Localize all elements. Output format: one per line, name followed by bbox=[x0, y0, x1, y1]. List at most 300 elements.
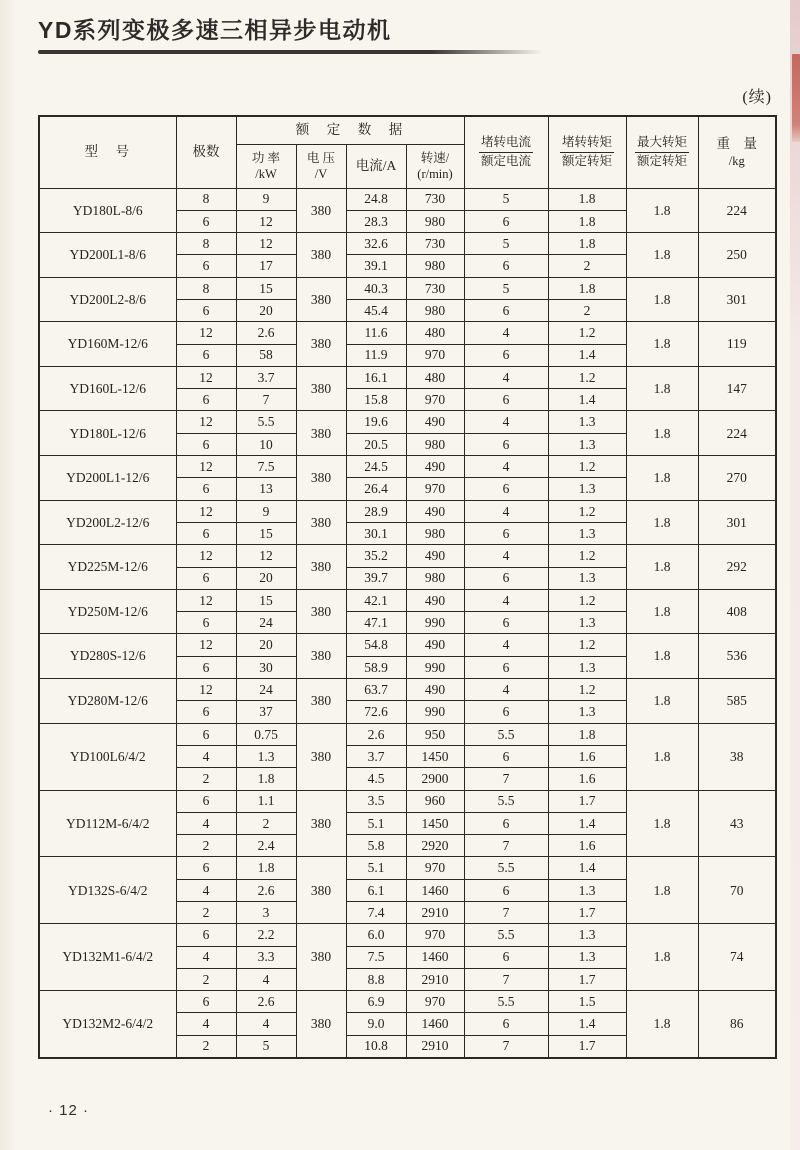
cell-power: 7 bbox=[236, 389, 296, 411]
cell-speed: 980 bbox=[406, 522, 464, 544]
cell-locked-current-ratio: 6 bbox=[464, 946, 548, 968]
cell-locked-torque-ratio: 1.6 bbox=[548, 768, 626, 790]
cell-current: 3.5 bbox=[346, 790, 406, 812]
table-row bbox=[39, 790, 776, 812]
cell-power: 24 bbox=[236, 679, 296, 701]
cell-current: 2.6 bbox=[346, 723, 406, 745]
cell-current: 58.9 bbox=[346, 656, 406, 678]
cell-voltage: 380 bbox=[296, 233, 346, 278]
cell-weight: 301 bbox=[698, 277, 776, 322]
cell-weight: 585 bbox=[698, 679, 776, 724]
cell-locked-current-ratio: 6 bbox=[464, 389, 548, 411]
cell-max-torque-ratio: 1.8 bbox=[626, 188, 698, 233]
cell-voltage: 380 bbox=[296, 679, 346, 724]
cell-poles: 6 bbox=[176, 991, 236, 1013]
motor-spec-table bbox=[38, 115, 777, 1059]
cell-power: 20 bbox=[236, 567, 296, 589]
cell-voltage: 380 bbox=[296, 188, 346, 233]
cell-power: 2.6 bbox=[236, 879, 296, 901]
cell-locked-torque-ratio: 1.3 bbox=[548, 879, 626, 901]
cell-power: 15 bbox=[236, 589, 296, 611]
cell-voltage: 380 bbox=[296, 500, 346, 545]
cell-poles: 6 bbox=[176, 255, 236, 277]
cell-voltage: 380 bbox=[296, 322, 346, 367]
cell-locked-torque-ratio: 1.8 bbox=[548, 723, 626, 745]
cell-power: 3 bbox=[236, 902, 296, 924]
header-locked-current-ratio: $\frac{\text{堵转电流}}{\text{额定电流}}$ bbox=[464, 116, 548, 188]
cell-locked-current-ratio: 4 bbox=[464, 411, 548, 433]
cell-model: YD200L2-8/6 bbox=[39, 277, 176, 322]
cell-speed: 730 bbox=[406, 188, 464, 210]
cell-poles: 6 bbox=[176, 344, 236, 366]
cell-locked-current-ratio: 7 bbox=[464, 1035, 548, 1057]
cell-locked-current-ratio: 7 bbox=[464, 902, 548, 924]
cell-current: 24.8 bbox=[346, 188, 406, 210]
cell-speed: 490 bbox=[406, 456, 464, 478]
cell-current: 26.4 bbox=[346, 478, 406, 500]
cell-model: YD132M1-6/4/2 bbox=[39, 924, 176, 991]
cell-current: 4.5 bbox=[346, 768, 406, 790]
cell-weight: 270 bbox=[698, 456, 776, 501]
cell-locked-current-ratio: 6 bbox=[464, 433, 548, 455]
cell-voltage: 380 bbox=[296, 456, 346, 501]
cell-poles: 2 bbox=[176, 902, 236, 924]
cell-poles: 6 bbox=[176, 567, 236, 589]
cell-model: YD132S-6/4/2 bbox=[39, 857, 176, 924]
cell-poles: 12 bbox=[176, 545, 236, 567]
table-row bbox=[39, 500, 776, 522]
table-row bbox=[39, 411, 776, 433]
cell-current: 20.5 bbox=[346, 433, 406, 455]
cell-locked-current-ratio: 5.5 bbox=[464, 857, 548, 879]
cell-locked-torque-ratio: 1.2 bbox=[548, 634, 626, 656]
cell-speed: 960 bbox=[406, 790, 464, 812]
header-rated-data: 额 定 数 据 bbox=[236, 116, 464, 144]
cell-current: 7.5 bbox=[346, 946, 406, 968]
continued-note: (续) bbox=[742, 89, 772, 106]
header-model: 型 号 bbox=[39, 116, 176, 188]
cell-locked-torque-ratio: 1.2 bbox=[548, 366, 626, 388]
title-rule bbox=[38, 50, 543, 54]
cell-locked-current-ratio: 6 bbox=[464, 879, 548, 901]
cell-model: YD180L-8/6 bbox=[39, 188, 176, 233]
cell-model: YD100L6/4/2 bbox=[39, 723, 176, 790]
cell-power: 12 bbox=[236, 545, 296, 567]
cell-model: YD180L-12/6 bbox=[39, 411, 176, 456]
cell-voltage: 380 bbox=[296, 634, 346, 679]
cell-current: 9.0 bbox=[346, 1013, 406, 1035]
cell-model: YD280S-12/6 bbox=[39, 634, 176, 679]
cell-current: 72.6 bbox=[346, 701, 406, 723]
cell-current: 39.1 bbox=[346, 255, 406, 277]
cell-speed: 970 bbox=[406, 389, 464, 411]
header-power: 功 率 /kW bbox=[236, 144, 296, 188]
cell-locked-current-ratio: 5 bbox=[464, 188, 548, 210]
cell-poles: 6 bbox=[176, 701, 236, 723]
cell-speed: 490 bbox=[406, 634, 464, 656]
header-weight: 重 量 /kg bbox=[698, 116, 776, 188]
cell-locked-torque-ratio: 1.8 bbox=[548, 210, 626, 232]
cell-speed: 970 bbox=[406, 924, 464, 946]
cell-model: YD132M2-6/4/2 bbox=[39, 991, 176, 1058]
cell-locked-torque-ratio: 1.3 bbox=[548, 656, 626, 678]
cell-locked-current-ratio: 6 bbox=[464, 567, 548, 589]
cell-poles: 2 bbox=[176, 768, 236, 790]
cell-power: 2.6 bbox=[236, 322, 296, 344]
cell-locked-torque-ratio: 1.3 bbox=[548, 522, 626, 544]
cell-current: 6.0 bbox=[346, 924, 406, 946]
cell-model: YD200L1-8/6 bbox=[39, 233, 176, 278]
cell-power: 3.3 bbox=[236, 946, 296, 968]
cell-poles: 6 bbox=[176, 522, 236, 544]
cell-power: 2.4 bbox=[236, 835, 296, 857]
cell-voltage: 380 bbox=[296, 924, 346, 991]
cell-current: 10.8 bbox=[346, 1035, 406, 1057]
cell-speed: 2900 bbox=[406, 768, 464, 790]
cell-speed: 970 bbox=[406, 857, 464, 879]
cell-current: 45.4 bbox=[346, 299, 406, 321]
cell-poles: 2 bbox=[176, 835, 236, 857]
cell-locked-current-ratio: 7 bbox=[464, 768, 548, 790]
cell-locked-torque-ratio: 2 bbox=[548, 299, 626, 321]
cell-locked-torque-ratio: 1.4 bbox=[548, 812, 626, 834]
cell-max-torque-ratio: 1.8 bbox=[626, 991, 698, 1058]
cell-max-torque-ratio: 1.8 bbox=[626, 924, 698, 991]
cell-max-torque-ratio: 1.8 bbox=[626, 277, 698, 322]
cell-speed: 490 bbox=[406, 545, 464, 567]
cell-power: 15 bbox=[236, 522, 296, 544]
cell-power: 5.5 bbox=[236, 411, 296, 433]
cell-model: YD160M-12/6 bbox=[39, 322, 176, 367]
cell-speed: 990 bbox=[406, 701, 464, 723]
cell-weight: 250 bbox=[698, 233, 776, 278]
cell-locked-torque-ratio: 1.7 bbox=[548, 968, 626, 990]
table-row bbox=[39, 277, 776, 299]
table-row bbox=[39, 589, 776, 611]
cell-max-torque-ratio: 1.8 bbox=[626, 545, 698, 590]
table-row bbox=[39, 188, 776, 210]
cell-locked-torque-ratio: 1.8 bbox=[548, 188, 626, 210]
cell-poles: 6 bbox=[176, 656, 236, 678]
table-row bbox=[39, 924, 776, 946]
cell-poles: 2 bbox=[176, 968, 236, 990]
cell-speed: 480 bbox=[406, 322, 464, 344]
cell-locked-current-ratio: 7 bbox=[464, 835, 548, 857]
cell-locked-current-ratio: 5 bbox=[464, 233, 548, 255]
cell-locked-torque-ratio: 1.2 bbox=[548, 322, 626, 344]
cell-current: 63.7 bbox=[346, 679, 406, 701]
cell-power: 12 bbox=[236, 233, 296, 255]
cell-speed: 490 bbox=[406, 411, 464, 433]
table-row bbox=[39, 857, 776, 879]
cell-max-torque-ratio: 1.8 bbox=[626, 857, 698, 924]
cell-poles: 12 bbox=[176, 589, 236, 611]
cell-poles: 12 bbox=[176, 411, 236, 433]
cell-power: 2.2 bbox=[236, 924, 296, 946]
cell-max-torque-ratio: 1.8 bbox=[626, 723, 698, 790]
cell-locked-torque-ratio: 1.7 bbox=[548, 1035, 626, 1057]
table-row bbox=[39, 545, 776, 567]
cell-weight: 70 bbox=[698, 857, 776, 924]
cell-poles: 4 bbox=[176, 745, 236, 767]
table-row bbox=[39, 991, 776, 1013]
cell-voltage: 380 bbox=[296, 991, 346, 1058]
cell-locked-current-ratio: 4 bbox=[464, 366, 548, 388]
cell-voltage: 380 bbox=[296, 411, 346, 456]
cell-speed: 490 bbox=[406, 589, 464, 611]
cell-locked-current-ratio: 6 bbox=[464, 299, 548, 321]
cell-power: 3.7 bbox=[236, 366, 296, 388]
cell-power: 10 bbox=[236, 433, 296, 455]
table-row bbox=[39, 322, 776, 344]
cell-locked-torque-ratio: 1.2 bbox=[548, 456, 626, 478]
cell-model: YD200L2-12/6 bbox=[39, 500, 176, 545]
cell-max-torque-ratio: 1.8 bbox=[626, 790, 698, 857]
cell-speed: 980 bbox=[406, 299, 464, 321]
cell-weight: 301 bbox=[698, 500, 776, 545]
cell-locked-torque-ratio: 1.3 bbox=[548, 612, 626, 634]
cell-speed: 990 bbox=[406, 612, 464, 634]
cell-poles: 4 bbox=[176, 946, 236, 968]
cell-model: YD250M-12/6 bbox=[39, 589, 176, 634]
cell-locked-current-ratio: 4 bbox=[464, 545, 548, 567]
cell-locked-current-ratio: 4 bbox=[464, 500, 548, 522]
cell-locked-current-ratio: 6 bbox=[464, 255, 548, 277]
cell-locked-torque-ratio: 1.4 bbox=[548, 389, 626, 411]
cell-current: 3.7 bbox=[346, 745, 406, 767]
page-edge-red-marker bbox=[792, 54, 800, 142]
cell-power: 4 bbox=[236, 1013, 296, 1035]
cell-current: 35.2 bbox=[346, 545, 406, 567]
cell-speed: 990 bbox=[406, 656, 464, 678]
cell-weight: 43 bbox=[698, 790, 776, 857]
cell-speed: 1450 bbox=[406, 745, 464, 767]
cell-speed: 480 bbox=[406, 366, 464, 388]
cell-locked-torque-ratio: 1.4 bbox=[548, 344, 626, 366]
cell-power: 15 bbox=[236, 277, 296, 299]
cell-max-torque-ratio: 1.8 bbox=[626, 679, 698, 724]
cell-speed: 950 bbox=[406, 723, 464, 745]
header-voltage: 电 压 /V bbox=[296, 144, 346, 188]
cell-poles: 4 bbox=[176, 879, 236, 901]
cell-poles: 2 bbox=[176, 1035, 236, 1057]
cell-poles: 6 bbox=[176, 612, 236, 634]
cell-locked-torque-ratio: 1.6 bbox=[548, 745, 626, 767]
cell-poles: 8 bbox=[176, 233, 236, 255]
cell-locked-torque-ratio: 1.3 bbox=[548, 946, 626, 968]
cell-current: 24.5 bbox=[346, 456, 406, 478]
cell-current: 5.1 bbox=[346, 812, 406, 834]
cell-power: 2.6 bbox=[236, 991, 296, 1013]
cell-current: 40.3 bbox=[346, 277, 406, 299]
cell-current: 7.4 bbox=[346, 902, 406, 924]
cell-locked-current-ratio: 4 bbox=[464, 456, 548, 478]
cell-locked-torque-ratio: 1.3 bbox=[548, 433, 626, 455]
cell-max-torque-ratio: 1.8 bbox=[626, 411, 698, 456]
cell-locked-torque-ratio: 1.2 bbox=[548, 679, 626, 701]
cell-poles: 6 bbox=[176, 478, 236, 500]
cell-speed: 980 bbox=[406, 210, 464, 232]
cell-speed: 980 bbox=[406, 433, 464, 455]
cell-speed: 970 bbox=[406, 478, 464, 500]
cell-current: 54.8 bbox=[346, 634, 406, 656]
cell-power: 5 bbox=[236, 1035, 296, 1057]
cell-poles: 12 bbox=[176, 500, 236, 522]
cell-weight: 86 bbox=[698, 991, 776, 1058]
cell-locked-torque-ratio: 1.3 bbox=[548, 567, 626, 589]
cell-voltage: 380 bbox=[296, 790, 346, 857]
cell-poles: 6 bbox=[176, 210, 236, 232]
cell-weight: 74 bbox=[698, 924, 776, 991]
cell-weight: 38 bbox=[698, 723, 776, 790]
cell-power: 30 bbox=[236, 656, 296, 678]
cell-locked-current-ratio: 6 bbox=[464, 344, 548, 366]
cell-current: 19.6 bbox=[346, 411, 406, 433]
cell-current: 28.3 bbox=[346, 210, 406, 232]
cell-speed: 980 bbox=[406, 567, 464, 589]
cell-voltage: 380 bbox=[296, 857, 346, 924]
cell-locked-current-ratio: 4 bbox=[464, 679, 548, 701]
header-speed: 转速/ (r/min) bbox=[406, 144, 464, 188]
cell-current: 11.9 bbox=[346, 344, 406, 366]
cell-locked-current-ratio: 5.5 bbox=[464, 790, 548, 812]
cell-weight: 408 bbox=[698, 589, 776, 634]
cell-voltage: 380 bbox=[296, 366, 346, 411]
table-row bbox=[39, 679, 776, 701]
cell-voltage: 380 bbox=[296, 545, 346, 590]
cell-power: 13 bbox=[236, 478, 296, 500]
cell-power: 17 bbox=[236, 255, 296, 277]
cell-locked-torque-ratio: 1.4 bbox=[548, 1013, 626, 1035]
cell-poles: 12 bbox=[176, 366, 236, 388]
cell-power: 1.3 bbox=[236, 745, 296, 767]
cell-power: 0.75 bbox=[236, 723, 296, 745]
cell-power: 2 bbox=[236, 812, 296, 834]
cell-weight: 224 bbox=[698, 411, 776, 456]
cell-locked-torque-ratio: 1.7 bbox=[548, 790, 626, 812]
cell-current: 30.1 bbox=[346, 522, 406, 544]
cell-locked-torque-ratio: 1.2 bbox=[548, 545, 626, 567]
cell-current: 16.1 bbox=[346, 366, 406, 388]
cell-speed: 490 bbox=[406, 500, 464, 522]
cell-poles: 12 bbox=[176, 679, 236, 701]
cell-voltage: 380 bbox=[296, 723, 346, 790]
cell-current: 28.9 bbox=[346, 500, 406, 522]
cell-locked-current-ratio: 5.5 bbox=[464, 723, 548, 745]
cell-locked-torque-ratio: 1.3 bbox=[548, 701, 626, 723]
cell-model: YD200L1-12/6 bbox=[39, 456, 176, 501]
page-number: · 12 · bbox=[48, 1102, 90, 1119]
cell-power: 1.8 bbox=[236, 768, 296, 790]
cell-current: 11.6 bbox=[346, 322, 406, 344]
cell-poles: 6 bbox=[176, 433, 236, 455]
cell-model: YD280M-12/6 bbox=[39, 679, 176, 724]
cell-max-torque-ratio: 1.8 bbox=[626, 589, 698, 634]
cell-locked-torque-ratio: 1.8 bbox=[548, 277, 626, 299]
cell-poles: 6 bbox=[176, 857, 236, 879]
cell-power: 9 bbox=[236, 500, 296, 522]
cell-current: 47.1 bbox=[346, 612, 406, 634]
cell-voltage: 380 bbox=[296, 589, 346, 634]
cell-locked-current-ratio: 6 bbox=[464, 522, 548, 544]
cell-weight: 536 bbox=[698, 634, 776, 679]
cell-max-torque-ratio: 1.8 bbox=[626, 366, 698, 411]
cell-speed: 970 bbox=[406, 344, 464, 366]
cell-power: 7.5 bbox=[236, 456, 296, 478]
cell-voltage: 380 bbox=[296, 277, 346, 322]
cell-power: 1.8 bbox=[236, 857, 296, 879]
cell-current: 5.8 bbox=[346, 835, 406, 857]
cell-poles: 12 bbox=[176, 634, 236, 656]
cell-current: 8.8 bbox=[346, 968, 406, 990]
table-row bbox=[39, 366, 776, 388]
cell-poles: 6 bbox=[176, 299, 236, 321]
cell-locked-current-ratio: 6 bbox=[464, 210, 548, 232]
cell-power: 4 bbox=[236, 968, 296, 990]
cell-speed: 1450 bbox=[406, 812, 464, 834]
cell-power: 58 bbox=[236, 344, 296, 366]
cell-speed: 490 bbox=[406, 679, 464, 701]
cell-speed: 980 bbox=[406, 255, 464, 277]
cell-speed: 2910 bbox=[406, 968, 464, 990]
cell-speed: 970 bbox=[406, 991, 464, 1013]
cell-max-torque-ratio: 1.8 bbox=[626, 634, 698, 679]
table-row bbox=[39, 723, 776, 745]
cell-locked-torque-ratio: 1.2 bbox=[548, 589, 626, 611]
cell-speed: 1460 bbox=[406, 879, 464, 901]
cell-locked-current-ratio: 4 bbox=[464, 322, 548, 344]
cell-speed: 2920 bbox=[406, 835, 464, 857]
cell-speed: 730 bbox=[406, 233, 464, 255]
cell-poles: 4 bbox=[176, 812, 236, 834]
cell-power: 20 bbox=[236, 299, 296, 321]
cell-poles: 6 bbox=[176, 790, 236, 812]
cell-power: 20 bbox=[236, 634, 296, 656]
cell-weight: 119 bbox=[698, 322, 776, 367]
cell-power: 12 bbox=[236, 210, 296, 232]
cell-max-torque-ratio: 1.8 bbox=[626, 456, 698, 501]
cell-poles: 12 bbox=[176, 456, 236, 478]
cell-poles: 8 bbox=[176, 277, 236, 299]
table-row bbox=[39, 233, 776, 255]
cell-weight: 224 bbox=[698, 188, 776, 233]
cell-locked-current-ratio: 6 bbox=[464, 701, 548, 723]
cell-power: 1.1 bbox=[236, 790, 296, 812]
cell-locked-current-ratio: 6 bbox=[464, 478, 548, 500]
table-row bbox=[39, 634, 776, 656]
cell-locked-current-ratio: 6 bbox=[464, 745, 548, 767]
cell-locked-torque-ratio: 1.2 bbox=[548, 500, 626, 522]
header-max-torque-ratio: $\frac{\text{最大转矩}}{\text{额定转矩}}$ bbox=[626, 116, 698, 188]
cell-power: 37 bbox=[236, 701, 296, 723]
cell-locked-current-ratio: 5.5 bbox=[464, 924, 548, 946]
cell-poles: 6 bbox=[176, 723, 236, 745]
cell-locked-torque-ratio: 1.3 bbox=[548, 478, 626, 500]
cell-locked-torque-ratio: 1.4 bbox=[548, 857, 626, 879]
cell-weight: 147 bbox=[698, 366, 776, 411]
cell-locked-torque-ratio: 1.8 bbox=[548, 233, 626, 255]
cell-speed: 1460 bbox=[406, 1013, 464, 1035]
cell-locked-torque-ratio: 1.3 bbox=[548, 411, 626, 433]
cell-max-torque-ratio: 1.8 bbox=[626, 322, 698, 367]
page-edge-tint bbox=[790, 0, 800, 1150]
cell-locked-torque-ratio: 1.5 bbox=[548, 991, 626, 1013]
cell-max-torque-ratio: 1.8 bbox=[626, 233, 698, 278]
cell-current: 5.1 bbox=[346, 857, 406, 879]
cell-power: 24 bbox=[236, 612, 296, 634]
page-title: YD系列变极多速三相异步电动机 bbox=[38, 17, 392, 43]
cell-poles: 4 bbox=[176, 1013, 236, 1035]
